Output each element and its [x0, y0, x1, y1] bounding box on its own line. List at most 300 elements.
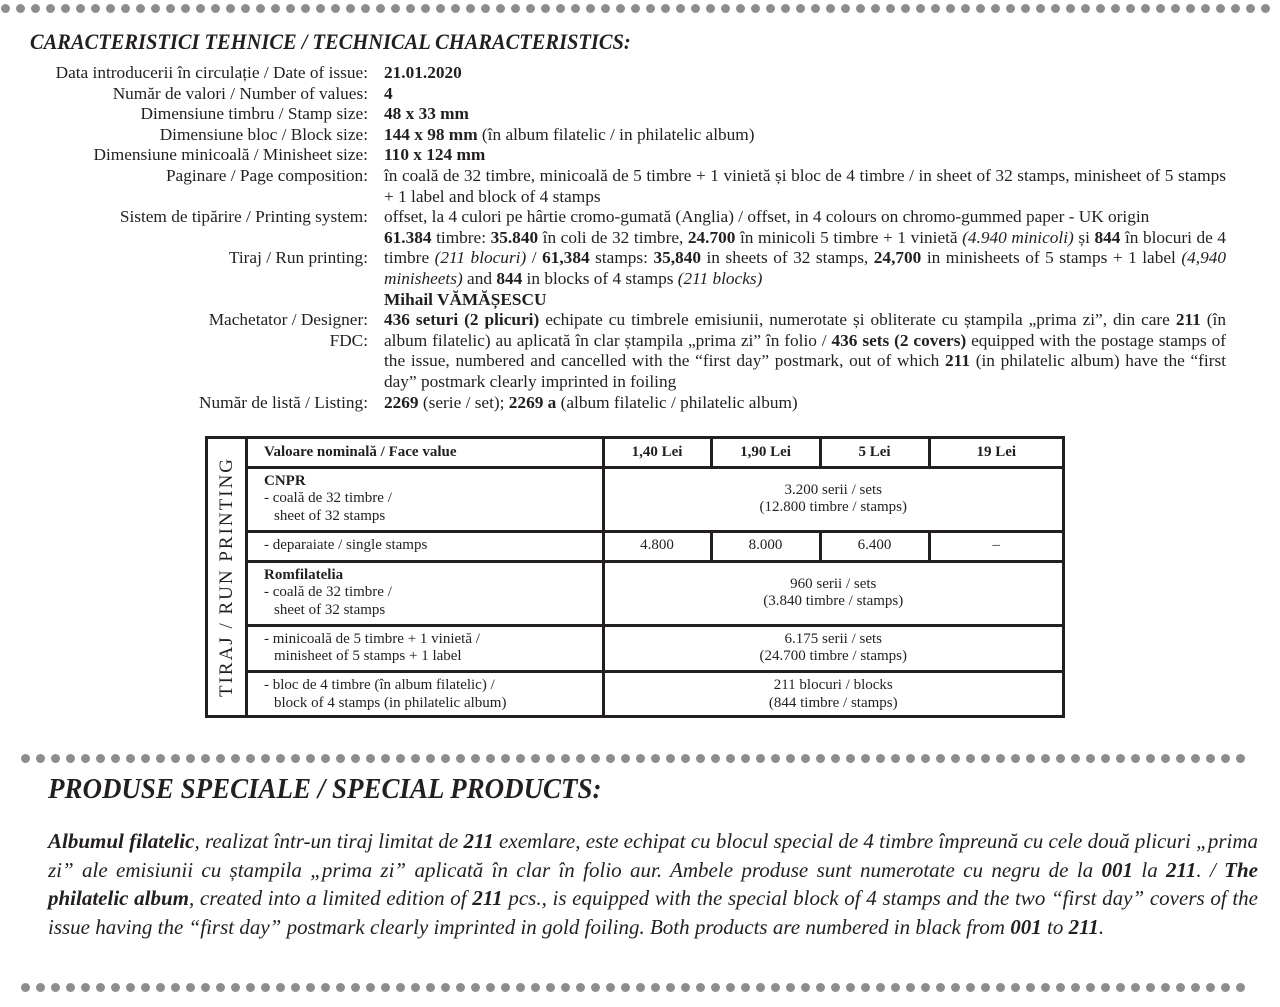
- dot-icon: [711, 983, 720, 992]
- dotted-divider-middle: [21, 754, 1265, 764]
- dot-icon: [831, 983, 840, 992]
- dot-icon: [36, 983, 45, 992]
- dot-icon: [681, 983, 690, 992]
- dot-icon: [646, 4, 655, 13]
- bold-run: 61.384: [384, 227, 432, 247]
- dot-icon: [366, 983, 375, 992]
- dot-icon: [336, 983, 345, 992]
- dot-icon: [1081, 4, 1090, 13]
- dot-icon: [271, 4, 280, 13]
- dot-icon: [531, 754, 540, 763]
- dot-icon: [426, 983, 435, 992]
- value-page-composition: în coală de 32 timbre, minicoală de 5 timbre + 1 vinietă și bloc de 4 timbre / in sheet of 32 stamps, minisheet of 5 stamps + 1 label and block of 4 stamps: [384, 165, 1226, 206]
- merged-value-line2: (3.840 timbre / stamps): [763, 593, 904, 609]
- dot-icon: [451, 4, 460, 13]
- dot-icon: [571, 4, 580, 13]
- text-run: și: [1073, 227, 1095, 247]
- dot-icon: [166, 4, 175, 13]
- dot-icon: [916, 4, 925, 13]
- dot-icon: [1141, 4, 1150, 13]
- dot-icon: [51, 754, 60, 763]
- row-desc-line2: minisheet of 5 stamps + 1 label: [274, 648, 462, 664]
- dot-icon: [381, 754, 390, 763]
- dot-icon: [1041, 754, 1050, 763]
- dot-icon: [856, 4, 865, 13]
- dot-icon: [1071, 983, 1080, 992]
- bold-run: 24,700: [873, 248, 922, 268]
- dot-icon: [1026, 754, 1035, 763]
- dot-icon: [421, 4, 430, 13]
- dot-icon: [456, 983, 465, 992]
- dot-icon: [636, 983, 645, 992]
- value-number-of-values: 4: [384, 83, 393, 103]
- label-page-composition: Paginare / Page composition:: [165, 165, 368, 185]
- label-printing-system: Sistem de tipărire / Printing system:: [119, 207, 368, 227]
- dot-icon: [756, 754, 765, 763]
- dot-icon: [186, 754, 195, 763]
- italic-run: (4.940 minicoli): [962, 227, 1074, 247]
- text-run: în coli de 32 timbre,: [538, 227, 688, 247]
- dot-icon: [501, 983, 510, 992]
- dot-icon: [936, 754, 945, 763]
- dot-icon: [786, 983, 795, 992]
- italic-run: (4,940 minisheets): [384, 248, 1226, 288]
- dot-icon: [486, 983, 495, 992]
- dot-icon: [1246, 4, 1255, 13]
- text-run: pcs., is equipped with the special block of 4 stamps and the two “first day” covers of the issue having the “first day” postmark clearly imprinted in gold foiling. Both products are numbered in black from: [48, 886, 1258, 939]
- dot-icon: [1101, 983, 1110, 992]
- dot-icon: [16, 4, 25, 13]
- bold-run: 211: [1166, 857, 1197, 882]
- dot-icon: [46, 4, 55, 13]
- dot-icon: [546, 983, 555, 992]
- dot-icon: [331, 4, 340, 13]
- dot-icon: [501, 754, 510, 763]
- bold-run: 844: [1094, 227, 1121, 247]
- row-stamp-size: [0, 104, 1280, 125]
- dot-icon: [606, 983, 615, 992]
- dot-icon: [756, 983, 765, 992]
- dot-icon: [1056, 983, 1065, 992]
- row-desc-line2: block of 4 stamps (in philatelic album): [274, 694, 507, 711]
- dot-icon: [231, 983, 240, 992]
- dot-icon: [1216, 4, 1225, 13]
- dot-icon: [276, 983, 285, 992]
- dot-icon: [601, 4, 610, 13]
- dot-icon: [321, 983, 330, 992]
- dot-icon: [426, 754, 435, 763]
- table-header-row: [248, 439, 1062, 467]
- dot-icon: [226, 4, 235, 13]
- dot-icon: [816, 983, 825, 992]
- dot-icon: [561, 983, 570, 992]
- dot-icon: [976, 4, 985, 13]
- bold-run: Albumul filatelic: [48, 829, 195, 853]
- dot-icon: [1131, 754, 1140, 763]
- dot-icon: [396, 754, 405, 763]
- row-desc-line1: - deparaiate / single stamps: [264, 537, 428, 554]
- dot-icon: [1086, 754, 1095, 763]
- dot-icon: [771, 754, 780, 763]
- bold-run: 211: [1068, 914, 1099, 939]
- row-date-of-issue: [0, 63, 1280, 84]
- dot-icon: [616, 4, 625, 13]
- bold-run: 61,384: [542, 248, 590, 268]
- group-cnpr: CNPR: [264, 472, 306, 489]
- dot-icon: [291, 983, 300, 992]
- bold-run: 211: [945, 351, 970, 371]
- row-block-size: [0, 125, 1280, 146]
- label-designer: Machetator / Designer:: [208, 310, 368, 330]
- dot-icon: [441, 754, 450, 763]
- text-run: to: [1041, 914, 1069, 939]
- dot-icon: [1146, 983, 1155, 992]
- dot-icon: [481, 4, 490, 13]
- dot-icon: [1011, 983, 1020, 992]
- dot-icon: [216, 754, 225, 763]
- technical-characteristics: [0, 63, 1280, 413]
- dot-icon: [591, 983, 600, 992]
- dot-icon: [21, 983, 30, 992]
- dot-icon: [876, 754, 885, 763]
- dot-icon: [156, 983, 165, 992]
- dot-icon: [396, 983, 405, 992]
- dot-icon: [1161, 983, 1170, 992]
- value-date-of-issue: 21.01.2020: [384, 63, 462, 82]
- dot-icon: [736, 4, 745, 13]
- dot-icon: [726, 983, 735, 992]
- table-row: [248, 625, 1062, 671]
- face-value-label: Valoare nominală / Face value: [264, 443, 457, 460]
- dot-icon: [531, 983, 540, 992]
- dot-icon: [336, 754, 345, 763]
- dot-icon: [21, 754, 30, 763]
- dot-icon: [471, 754, 480, 763]
- cell-value: 6.400: [820, 531, 929, 561]
- dot-icon: [991, 4, 1000, 13]
- dot-icon: [1131, 983, 1140, 992]
- dot-icon: [636, 754, 645, 763]
- dot-icon: [951, 754, 960, 763]
- dot-icon: [1176, 983, 1185, 992]
- dot-icon: [171, 983, 180, 992]
- dot-icon: [1201, 4, 1210, 13]
- row-desc-line1: - coală de 32 timbre /: [264, 490, 392, 507]
- dot-icon: [31, 4, 40, 13]
- dot-icon: [741, 983, 750, 992]
- cell-value: 8.000: [711, 531, 820, 561]
- dot-icon: [106, 4, 115, 13]
- dot-icon: [516, 754, 525, 763]
- text-run: (serie / set);: [418, 392, 509, 412]
- dot-icon: [831, 754, 840, 763]
- value-designer: Mihail VĂMĂȘESCU: [384, 289, 547, 309]
- dot-icon: [241, 4, 250, 13]
- dot-icon: [751, 4, 760, 13]
- dot-icon: [546, 754, 555, 763]
- bold-run: 001: [1010, 914, 1042, 939]
- merged-value-line1: 960 serii / sets: [790, 575, 877, 592]
- dot-icon: [711, 754, 720, 763]
- text-run: in sheets of 32 stamps,: [700, 248, 874, 268]
- dot-icon: [216, 983, 225, 992]
- merged-value-line1: 6.175 serii / sets: [784, 630, 882, 647]
- dot-icon: [891, 983, 900, 992]
- dot-icon: [1111, 4, 1120, 13]
- dot-icon: [201, 983, 210, 992]
- dot-icon: [201, 754, 210, 763]
- dot-icon: [91, 4, 100, 13]
- merged-value-line2: (844 timbre / stamps): [768, 694, 898, 711]
- row-desc-line1: - bloc de 4 timbre (în album filatelic) /: [264, 677, 495, 694]
- dot-icon: [391, 4, 400, 13]
- cell-value: –: [929, 531, 1062, 561]
- bold-run: The philatelic album: [48, 857, 1258, 911]
- dot-icon: [511, 4, 520, 13]
- dot-icon: [921, 754, 930, 763]
- merged-value-line1: 211 blocuri / blocks: [773, 677, 893, 694]
- text-run: in minisheets of 5 stamps + 1 label: [921, 248, 1182, 268]
- dot-icon: [301, 4, 310, 13]
- dot-icon: [441, 983, 450, 992]
- text-run: (album filatelic / philatelic album): [556, 392, 798, 412]
- dot-icon: [796, 4, 805, 13]
- dot-icon: [961, 4, 970, 13]
- text-run: în minicoli 5 timbre + 1 vinietă: [735, 227, 963, 247]
- dot-icon: [1156, 4, 1165, 13]
- dot-icon: [651, 983, 660, 992]
- dot-icon: [1236, 983, 1245, 992]
- dotted-divider-bottom: [21, 983, 1265, 993]
- dot-icon: [561, 754, 570, 763]
- dot-icon: [1186, 4, 1195, 13]
- text-run: echipate cu timbrele emisiunii, numerotate și obliterate cu ștampila „prima zi”, din care: [539, 310, 1176, 330]
- dot-icon: [1086, 983, 1095, 992]
- label-run-printing: Tiraj / Run printing:: [228, 248, 368, 268]
- dot-icon: [1146, 754, 1155, 763]
- row-listing: [0, 393, 1280, 414]
- dot-icon: [406, 4, 415, 13]
- table-row: [248, 467, 1062, 531]
- dot-icon: [1261, 4, 1270, 13]
- dot-icon: [676, 4, 685, 13]
- merged-value-line1: 3.200 serii / sets: [784, 481, 882, 498]
- dot-icon: [156, 754, 165, 763]
- dot-icon: [181, 4, 190, 13]
- dot-icon: [981, 754, 990, 763]
- bold-run: 24.700: [687, 227, 736, 247]
- label-listing: Număr de listă / Listing:: [199, 392, 368, 412]
- dot-icon: [151, 4, 160, 13]
- dot-icon: [981, 983, 990, 992]
- dot-icon: [361, 4, 370, 13]
- dot-icon: [721, 4, 730, 13]
- face-value-1: 1,40 Lei: [631, 443, 683, 460]
- dot-icon: [631, 4, 640, 13]
- dot-icon: [606, 754, 615, 763]
- dot-icon: [471, 983, 480, 992]
- dot-icon: [681, 754, 690, 763]
- bold-run: 211: [472, 886, 503, 911]
- bold-run: 001: [1101, 857, 1134, 882]
- label-date-of-issue: Data introducerii în circulație / Date of issue:: [55, 63, 368, 82]
- value-run-printing: [384, 228, 1226, 290]
- dot-icon: [111, 983, 120, 992]
- run-printing-side-label: TIRAJ / RUN PRINTING: [215, 456, 237, 698]
- dot-icon: [1206, 754, 1215, 763]
- dot-icon: [766, 4, 775, 13]
- merged-value-line2: (24.700 timbre / stamps): [759, 648, 907, 664]
- dot-icon: [876, 983, 885, 992]
- dot-icon: [351, 754, 360, 763]
- dot-icon: [996, 983, 1005, 992]
- dot-icon: [1036, 4, 1045, 13]
- dot-icon: [111, 754, 120, 763]
- bold-run: 2269: [384, 392, 419, 412]
- dot-icon: [906, 983, 915, 992]
- dot-icon: [261, 983, 270, 992]
- group-romfilatelia: Romfilatelia: [264, 566, 344, 583]
- dot-icon: [306, 754, 315, 763]
- dot-icon: [261, 754, 270, 763]
- row-minisheet-size: [0, 145, 1280, 166]
- text-run: in blocks of 4 stamps: [522, 268, 678, 288]
- table-row: [248, 531, 1062, 561]
- dot-icon: [781, 4, 790, 13]
- dot-icon: [741, 754, 750, 763]
- dot-icon: [1161, 754, 1170, 763]
- dot-icon: [96, 983, 105, 992]
- dot-icon: [256, 4, 265, 13]
- dot-icon: [666, 983, 675, 992]
- dot-icon: [346, 4, 355, 13]
- row-printing-system: [0, 207, 1280, 228]
- dot-icon: [846, 754, 855, 763]
- dot-icon: [286, 4, 295, 13]
- label-block-size: Dimensiune bloc / Block size:: [159, 124, 368, 144]
- text-run: equipped with the postage stamps of the issue, numbered and cancelled with the “first day” postmark, out of which: [384, 330, 1226, 371]
- dot-icon: [486, 754, 495, 763]
- dot-icon: [1096, 4, 1105, 13]
- dot-icon: [891, 754, 900, 763]
- value-block-size-note: (în album filatelic / in philatelic album): [477, 124, 755, 144]
- dot-icon: [276, 754, 285, 763]
- text-run: la: [1133, 857, 1167, 882]
- dot-icon: [36, 754, 45, 763]
- special-products-text: [48, 827, 1258, 941]
- face-value-2: 1,90 Lei: [740, 443, 791, 460]
- value-fdc: [384, 310, 1226, 392]
- dot-icon: [231, 754, 240, 763]
- dot-icon: [316, 4, 325, 13]
- dot-icon: [921, 983, 930, 992]
- dot-icon: [826, 4, 835, 13]
- text-run: .: [1098, 914, 1105, 939]
- text-run: exemlare, este echipat cu blocul special de 4 timbre împreună cu cele două plicuri „prima zi” ale emisiunii cu ștampila „prima zi” aplicată în clar în folio aur. Ambele produse sunt numerotate cu negru de la: [48, 829, 1258, 882]
- text-run: , created into a limited edition of: [189, 886, 473, 911]
- bold-run: 436 seturi (2 plicuri): [384, 310, 540, 330]
- dot-icon: [171, 754, 180, 763]
- row-desc-line2: sheet of 32 stamps: [274, 601, 386, 618]
- dot-icon: [861, 983, 870, 992]
- dot-icon: [621, 983, 630, 992]
- dot-icon: [376, 4, 385, 13]
- row-number-of-values: [0, 84, 1280, 105]
- text-run: (în album filatelic) au aplicată în clar ștampila „prima zi” în folio /: [384, 310, 1226, 350]
- dot-icon: [1126, 4, 1135, 13]
- dot-icon: [66, 983, 75, 992]
- dot-icon: [136, 4, 145, 13]
- dot-icon: [436, 4, 445, 13]
- dot-icon: [196, 4, 205, 13]
- value-printing-system: offset, la 4 culori pe hârtie cromo-gumată (Anglia) / offset, in 4 colours on chromo-gummed paper - UK origin: [384, 207, 1150, 227]
- dot-icon: [1066, 4, 1075, 13]
- table-row: [248, 561, 1062, 625]
- dot-icon: [1176, 754, 1185, 763]
- value-stamp-size: 48 x 33 mm: [384, 104, 469, 124]
- row-desc-line2: sheet of 32 stamps: [274, 507, 386, 524]
- dot-icon: [586, 4, 595, 13]
- dot-icon: [61, 4, 70, 13]
- dot-icon: [901, 4, 910, 13]
- text-run: , realizat într-un tiraj limitat de: [194, 829, 464, 853]
- dot-icon: [1191, 754, 1200, 763]
- dot-icon: [786, 754, 795, 763]
- dot-icon: [246, 983, 255, 992]
- dot-icon: [1011, 754, 1020, 763]
- dot-icon: [541, 4, 550, 13]
- dot-icon: [126, 754, 135, 763]
- dot-icon: [996, 754, 1005, 763]
- dot-icon: [411, 754, 420, 763]
- label-fdc: FDC:: [329, 330, 368, 350]
- bold-run: 436 sets (2 covers): [831, 330, 967, 350]
- dot-icon: [691, 4, 700, 13]
- row-designer-fdc: [0, 290, 1280, 393]
- text-run: /: [526, 248, 543, 268]
- dot-icon: [621, 754, 630, 763]
- text-run: stamps:: [589, 248, 654, 268]
- dot-icon: [841, 4, 850, 13]
- dot-icon: [1191, 983, 1200, 992]
- bold-run: 211: [1175, 310, 1201, 330]
- dot-icon: [696, 754, 705, 763]
- dot-icon: [51, 983, 60, 992]
- dot-icon: [801, 754, 810, 763]
- dot-icon: [1041, 983, 1050, 992]
- dot-icon: [1171, 4, 1180, 13]
- dot-icon: [1071, 754, 1080, 763]
- bold-run: 844: [496, 268, 523, 288]
- dot-icon: [291, 754, 300, 763]
- dot-icon: [816, 754, 825, 763]
- dot-icon: [576, 983, 585, 992]
- dot-icon: [801, 983, 810, 992]
- dot-icon: [1221, 754, 1230, 763]
- bold-run: 2269 a: [508, 392, 557, 412]
- dot-icon: [186, 983, 195, 992]
- merged-value-line2: (12.800 timbre / stamps): [759, 499, 907, 515]
- table-row: [248, 671, 1062, 717]
- dot-icon: [321, 754, 330, 763]
- bold-run: 35,840: [653, 248, 701, 268]
- dot-icon: [871, 4, 880, 13]
- dot-icon: [846, 983, 855, 992]
- dot-icon: [141, 754, 150, 763]
- dot-icon: [951, 983, 960, 992]
- value-listing: [384, 393, 1226, 414]
- dot-icon: [1056, 754, 1065, 763]
